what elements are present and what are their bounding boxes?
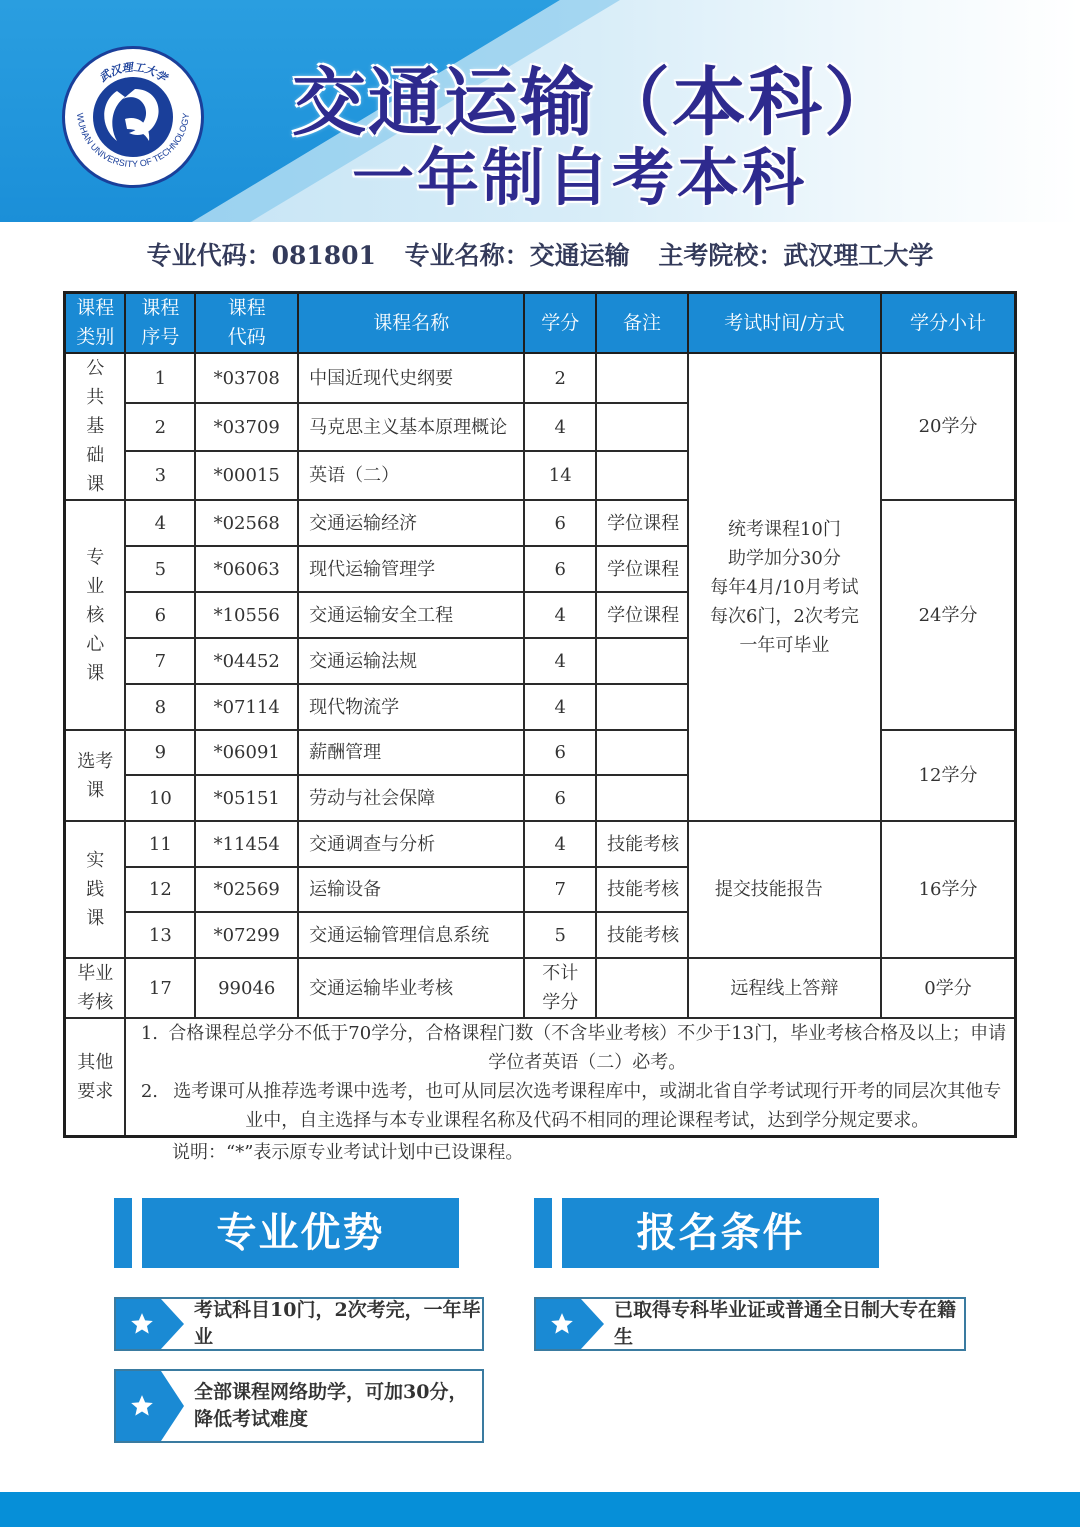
table-row (65, 821, 1016, 867)
requirements-list (125, 1018, 1015, 1137)
cell-name: 薪酬管理 (298, 730, 524, 775)
header-banner (0, 0, 1080, 222)
cell-seq: 6 (125, 592, 195, 638)
cell-seq: 11 (125, 821, 195, 867)
footer-bar (0, 1492, 1080, 1527)
cell-name: 交通调查与分析 (298, 821, 524, 867)
category-practice: 实践课 (65, 821, 126, 958)
category-public: 公共基础课 (65, 353, 126, 500)
advantages-title: 专业优势 (142, 1198, 459, 1268)
cell-note: 技能考核 (596, 821, 688, 867)
cell-credit: 4 (524, 821, 596, 867)
cell-credit: 5 (524, 912, 596, 958)
cell-seq: 5 (125, 546, 195, 592)
cell-note: 学位课程 (596, 546, 688, 592)
cell-note (596, 451, 688, 500)
exam-practice-info: 提交技能报告 (688, 821, 881, 958)
cell-credit: 2 (524, 353, 596, 403)
header-accent-bar (534, 1198, 552, 1268)
course-plan-table (63, 291, 1017, 1138)
header-credit: 学分 (524, 293, 596, 354)
examining-school: 主考院校：武汉理工大学 (658, 241, 934, 270)
table-footnote: 说明：“*”表示原专业考试计划中已设课程。 (172, 1142, 524, 1163)
cell-name: 运输设备 (298, 867, 524, 912)
cell-seq: 1 (125, 353, 195, 403)
requirements-title: 报名条件 (562, 1198, 879, 1268)
header-category: 课程类别 (65, 293, 126, 354)
cell-name: 现代物流学 (298, 684, 524, 730)
category-graduation: 毕业考核 (65, 958, 126, 1018)
page-subtitle: 一年制自考本科 (352, 141, 808, 214)
cell-note (596, 403, 688, 451)
cell-credit: 4 (524, 403, 596, 451)
exam-graduation-info: 远程线上答辩 (688, 958, 881, 1018)
header-seq: 课程序号 (125, 293, 195, 354)
cell-seq: 4 (125, 500, 195, 546)
cell-name: 交通运输管理信息系统 (298, 912, 524, 958)
cell-seq: 13 (125, 912, 195, 958)
cell-name: 马克思主义基本原理概论 (298, 403, 524, 451)
subtotal-elective: 12学分 (881, 730, 1015, 821)
star-icon (116, 1371, 184, 1441)
cell-note: 技能考核 (596, 912, 688, 958)
cell-credit: 4 (524, 638, 596, 684)
star-icon (116, 1299, 184, 1349)
cell-name: 交通运输法规 (298, 638, 524, 684)
cell-name: 现代运输管理学 (298, 546, 524, 592)
cell-seq: 3 (125, 451, 195, 500)
cell-credit: 6 (524, 500, 596, 546)
cell-seq: 17 (125, 958, 195, 1018)
cell-note: 学位课程 (596, 592, 688, 638)
cell-credit: 4 (524, 592, 596, 638)
header-exam: 考试时间/方式 (688, 293, 881, 354)
svg-text:武汉理工大学: 武汉理工大学 (96, 60, 170, 85)
table-row (65, 353, 1016, 403)
cell-seq: 12 (125, 867, 195, 912)
subtotal-graduation: 0学分 (881, 958, 1015, 1018)
cell-credit: 14 (524, 451, 596, 500)
cell-name: 英语（二） (298, 451, 524, 500)
cell-seq: 2 (125, 403, 195, 451)
cell-note (596, 638, 688, 684)
cell-code: *03708 (195, 353, 298, 403)
cell-seq: 7 (125, 638, 195, 684)
star-icon (536, 1299, 604, 1349)
cell-name: 交通运输安全工程 (298, 592, 524, 638)
cell-code: *04452 (195, 638, 298, 684)
major-name: 专业名称：交通运输 (404, 241, 630, 270)
table-header-row (65, 293, 1016, 354)
cell-note (596, 958, 688, 1018)
category-other: 其他要求 (65, 1018, 126, 1137)
cell-seq: 10 (125, 775, 195, 821)
major-code: 专业代码：081801 (146, 241, 376, 270)
cell-name: 中国近现代史纲要 (298, 353, 524, 403)
cell-credit: 7 (524, 867, 596, 912)
svg-text:WUHAN UNIVERSITY OF TECHNOLOGY: WUHAN UNIVERSITY OF TECHNOLOGY (74, 112, 192, 170)
cell-note (596, 730, 688, 775)
cell-code: *07114 (195, 684, 298, 730)
requirement-condition-item: 已取得专科毕业证或普通全日制大专在籍生 (534, 1297, 966, 1351)
cell-code: *06063 (195, 546, 298, 592)
cell-code: *06091 (195, 730, 298, 775)
subtotal-core: 24学分 (881, 500, 1015, 730)
cell-note (596, 775, 688, 821)
exam-unified-info: 统考课程10门 助学加分30分 每年4月/10月考试 每次6门，2次考完 一年可毕业 (688, 353, 881, 821)
cell-seq: 8 (125, 684, 195, 730)
cell-code: *10556 (195, 592, 298, 638)
header-note: 备注 (596, 293, 688, 354)
category-elective: 选考课 (65, 730, 126, 821)
page-title: 交通运输（本科） (292, 60, 900, 146)
advantage-item: 全部课程网络助学，可加30分，降低考试难度 (114, 1369, 484, 1443)
cell-note (596, 684, 688, 730)
subtotal-public: 20学分 (881, 353, 1015, 500)
cell-code: *02569 (195, 867, 298, 912)
cell-note: 技能考核 (596, 867, 688, 912)
table-row (65, 958, 1016, 1018)
cell-credit: 不计学分 (524, 958, 596, 1018)
cell-note (596, 353, 688, 403)
cell-code: *07299 (195, 912, 298, 958)
university-logo-icon (62, 46, 204, 188)
cell-seq: 9 (125, 730, 195, 775)
subtotal-practice: 16学分 (881, 821, 1015, 958)
cell-credit: 4 (524, 684, 596, 730)
cell-code: *02568 (195, 500, 298, 546)
requirement-item: 2. 选考课可从推荐选考课中选考，也可从同层次选考课程库中，或湖北省自学考试现行开考的同层次其他专业中，自主选择与本专业课程名称及代码不相同的理论课程考试，达到学分规定要求。 (140, 1081, 1002, 1131)
cell-name: 交通运输毕业考核 (298, 958, 524, 1018)
header-name: 课程名称 (298, 293, 524, 354)
advantages-section-header (114, 1198, 459, 1268)
cell-credit: 6 (524, 546, 596, 592)
cell-code: 99046 (195, 958, 298, 1018)
requirement-item: 1. 合格课程总学分不低于70学分，合格课程门数（不含毕业考核）不少于13门，毕业考核合格及以上；申请学位者英语（二）必考。 (140, 1023, 1007, 1073)
advantage-item: 考试科目10门，2次考完，一年毕业 (114, 1297, 484, 1351)
header-accent-bar (114, 1198, 132, 1268)
cell-credit: 6 (524, 730, 596, 775)
cell-code: *03709 (195, 403, 298, 451)
cell-name: 交通运输经济 (298, 500, 524, 546)
cell-code: *00015 (195, 451, 298, 500)
category-core: 专业核心课 (65, 500, 126, 730)
header-code: 课程代码 (195, 293, 298, 354)
header-subtotal: 学分小计 (881, 293, 1015, 354)
cell-note: 学位课程 (596, 500, 688, 546)
requirements-section-header (534, 1198, 879, 1268)
cell-name: 劳动与社会保障 (298, 775, 524, 821)
cell-code: *11454 (195, 821, 298, 867)
cell-code: *05151 (195, 775, 298, 821)
other-requirements-row (65, 1018, 1016, 1137)
cell-credit: 6 (524, 775, 596, 821)
major-info-line (0, 236, 1080, 272)
